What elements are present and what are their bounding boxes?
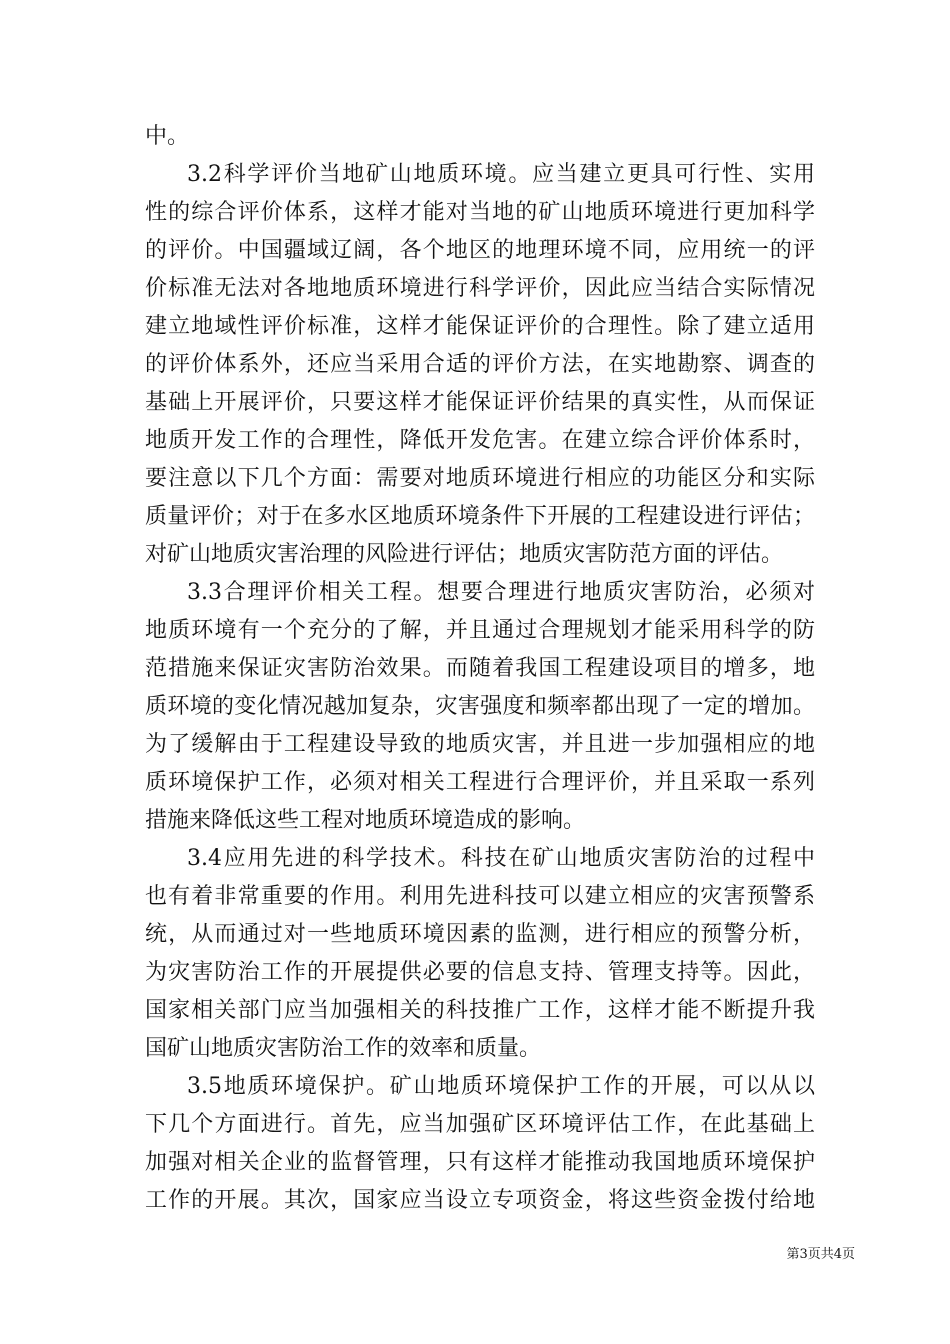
- text-line: 为灾害防治工作的开展提供必要的信息支持、管理支持等。因此，: [145, 960, 815, 985]
- text-line: 3.2科学评价当地矿山地质环境。应当建立更具可行性、实用: [187, 162, 815, 187]
- text-line: 地质环境有一个充分的了解，并且通过合理规划才能采用科学的防: [145, 618, 815, 643]
- text-line: 质环境的变化情况越加复杂，灾害强度和频率都出现了一定的增加。: [145, 694, 815, 719]
- text-line: 3.5地质环境保护。矿山地质环境保护工作的开展，可以从以: [187, 1074, 815, 1099]
- text-line: 对矿山地质灾害治理的风险进行评估；地质灾害防范方面的评估。: [145, 542, 784, 567]
- text-line: 的评价。中国疆域辽阔，各个地区的地理环境不同，应用统一的评: [145, 238, 815, 263]
- text-line: 中。: [145, 124, 190, 149]
- text-line: 地质开发工作的合理性，降低开发危害。在建立综合评价体系时，: [145, 428, 815, 453]
- text-line: 价标准无法对各地地质环境进行科学评价，因此应当结合实际情况: [145, 276, 815, 301]
- text-line: 措施来降低这些工程对地质环境造成的影响。: [145, 808, 586, 833]
- text-line: 加强对相关企业的监督管理，只有这样才能推动我国地质环境保护: [145, 1150, 815, 1175]
- text-line: 基础上开展评价，只要这样才能保证评价结果的真实性，从而保证: [145, 390, 815, 415]
- text-line: 质环境保护工作，必须对相关工程进行合理评价，并且采取一系列: [145, 770, 815, 795]
- text-line: 工作的开展。其次，国家应当设立专项资金，将这些资金拨付给地: [145, 1188, 815, 1213]
- text-line: 要注意以下几个方面：需要对地质环境进行相应的功能区分和实际: [145, 466, 815, 491]
- page-number-footer: 第3页共4页: [786, 1247, 855, 1262]
- text-line: 3.4应用先进的科学技术。科技在矿山地质灾害防治的过程中: [187, 846, 815, 871]
- text-line: 建立地域性评价标准，这样才能保证评价的合理性。除了建立适用: [145, 314, 815, 339]
- text-line: 下几个方面进行。首先，应当加强矿区环境评估工作，在此基础上: [145, 1112, 815, 1137]
- text-line: 性的综合评价体系，这样才能对当地的矿山地质环境进行更加科学: [145, 200, 815, 225]
- text-line: 统，从而通过对一些地质环境因素的监测，进行相应的预警分析，: [145, 922, 815, 947]
- text-line: 质量评价；对于在多水区地质环境条件下开展的工程建设进行评估；: [145, 504, 815, 529]
- text-line: 国家相关部门应当加强相关的科技推广工作，这样才能不断提升我: [145, 998, 815, 1023]
- text-line: 也有着非常重要的作用。利用先进科技可以建立相应的灾害预警系: [145, 884, 815, 909]
- text-line: 国矿山地质灾害防治工作的效率和质量。: [145, 1036, 542, 1061]
- text-line: 为了缓解由于工程建设导致的地质灾害，并且进一步加强相应的地: [145, 732, 815, 757]
- text-line: 3.3合理评价相关工程。想要合理进行地质灾害防治，必须对: [187, 580, 815, 605]
- text-line: 范措施来保证灾害防治效果。而随着我国工程建设项目的增多，地: [145, 656, 815, 681]
- text-line: 的评价体系外，还应当采用合适的评价方法，在实地勘察、调查的: [145, 352, 815, 377]
